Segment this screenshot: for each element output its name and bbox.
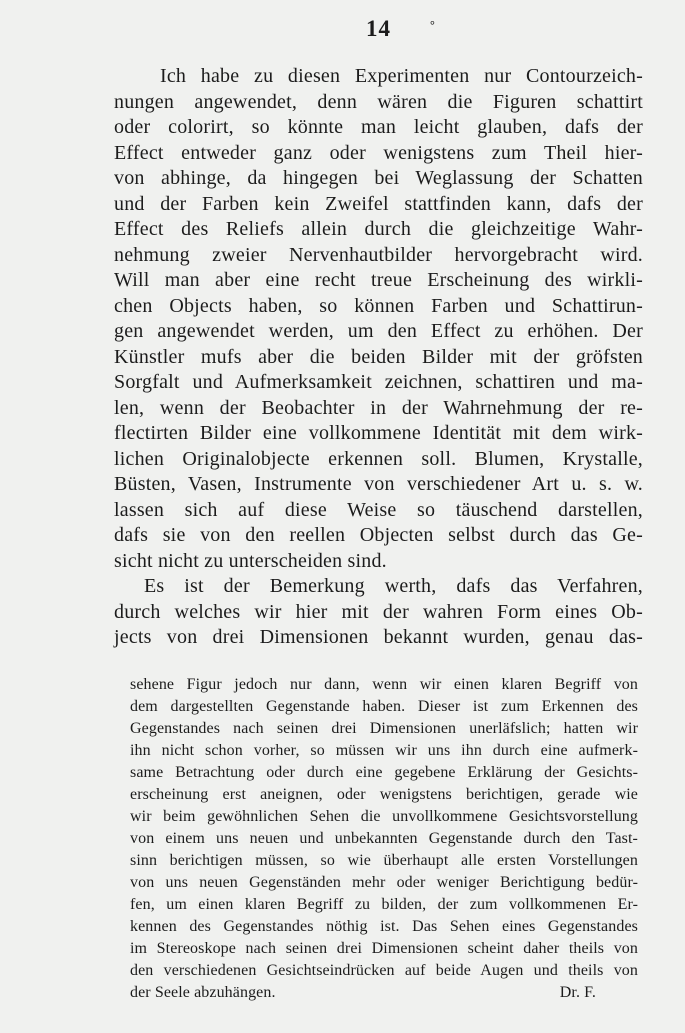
text-line: Büsten, Vasen, Instrumente von verschiedener Art u. s. w.	[114, 473, 643, 495]
text-line: und der Farben kein Zweifel stattfinden kann, dafs der	[114, 192, 643, 215]
text-line: nehmung zweier Nervenhautbilder hervorgebracht wird.	[114, 243, 643, 266]
footnote-lines	[130, 674, 638, 982]
text-line: gen angewendet werden, um den Effect zu erhöhen. Der	[114, 320, 643, 342]
text-line: Effect entweder ganz oder wenigstens zum Theil hier-	[114, 141, 643, 164]
footnote-line: von einem uns neuen und unbekannten Gegenstande durch den Tast-	[130, 830, 638, 847]
footnote-line: erscheinung erst aneignen, oder wenigstens berichtigen, gerade wie	[130, 786, 638, 803]
footnote-line: sinn berichtigen müssen, so wie überhaupt alle ersten Vorstellungen	[130, 852, 638, 869]
footnote-signature: Dr. F.	[559, 984, 596, 1001]
footnote-line: sehene Figur jedoch nur dann, wenn wir einen klaren Begriff von	[130, 676, 638, 693]
text-line: Effect des Reliefs allein durch die gleichzeitige Wahr-	[114, 218, 643, 240]
text-line: chen Objects haben, so können Farben und Schattirun-	[114, 294, 643, 317]
text-line: lichen Originalobjecte erkennen soll. Blumen, Krystalle,	[114, 447, 643, 470]
text-line: von abhinge, da hingegen bei Weglassung der Schatten	[114, 167, 643, 189]
footnote-line: dem dargestellten Gegenstande haben. Dieser ist zum Erkennen des	[130, 698, 638, 715]
text-line: Ich habe zu diesen Experimenten nur Contourzeich-	[160, 65, 643, 87]
text-line: flectirten Bilder eine vollkommene Identität mit dem wirk-	[114, 422, 643, 444]
footnote-line: wir beim gewöhnlichen Sehen die unvollkommene Gesichtsvorstellung	[130, 808, 638, 825]
footnote-line: ihn nicht schon vorher, so müssen wir uns ihn durch eine aufmerk-	[130, 742, 638, 759]
text-line: Es ist der Bemerkung werth, dafs das Verfahren,	[144, 575, 643, 597]
text-line: sicht nicht zu unterscheiden sind.	[114, 549, 387, 572]
scan-speck-mark: °	[430, 18, 435, 32]
main-text-block	[114, 64, 643, 651]
text-line: lassen sich auf diese Weise so täuschend darstellen,	[114, 498, 643, 521]
text-line: jects von drei Dimensionen bekannt wurden, genau das-	[114, 626, 643, 648]
footnote-line: kennen des Gegenstandes nöthig ist. Das Sehen eines Gegenstandes	[130, 918, 638, 935]
footnote-line: im Stereoskope nach seinen drei Dimensionen scheint daher theils von	[130, 940, 638, 957]
page-number: 14	[366, 16, 391, 41]
footnote-block	[130, 674, 638, 1004]
footnote-line: von uns neuen Gegenständen mehr oder weniger Berichtigung bedür-	[130, 874, 638, 891]
text-line: durch welches wir hier mit der wahren Form eines Ob-	[114, 600, 643, 623]
text-line: Künstler mufs aber die beiden Bilder mit der gröfsten	[114, 345, 643, 368]
footnote-last-line	[130, 982, 638, 1004]
text-line: len, wenn der Beobachter in der Wahrnehmung der re-	[114, 396, 643, 419]
page-header	[114, 16, 643, 46]
footnote-line: den verschiedenen Gesichtseindrücken auf beide Augen und theils von	[130, 962, 638, 979]
footnote-line: fen, um einen klaren Begriff zu bilden, der zum vollkommenen Er-	[130, 896, 638, 913]
text-line: oder colorirt, so könnte man leicht glauben, dafs der	[114, 116, 643, 138]
text-line: nungen angewendet, denn wären die Figuren schattirt	[114, 90, 643, 113]
text-line: Will man aber eine recht treue Erscheinung des wirkli-	[114, 269, 643, 291]
footnote-line: Gegenstandes nach seinen drei Dimensionen unerläfslich; hatten wir	[130, 720, 638, 737]
footnote-last-text: der Seele abzuhängen.	[130, 984, 276, 1001]
text-line: dafs sie von den reellen Objecten selbst durch das Ge-	[114, 524, 643, 546]
footnote-line: same Betrachtung oder durch eine gegebene Erklärung der Gesichts-	[130, 764, 638, 781]
text-line: Sorgfalt und Aufmerksamkeit zeichnen, schattiren und ma-	[114, 371, 643, 393]
